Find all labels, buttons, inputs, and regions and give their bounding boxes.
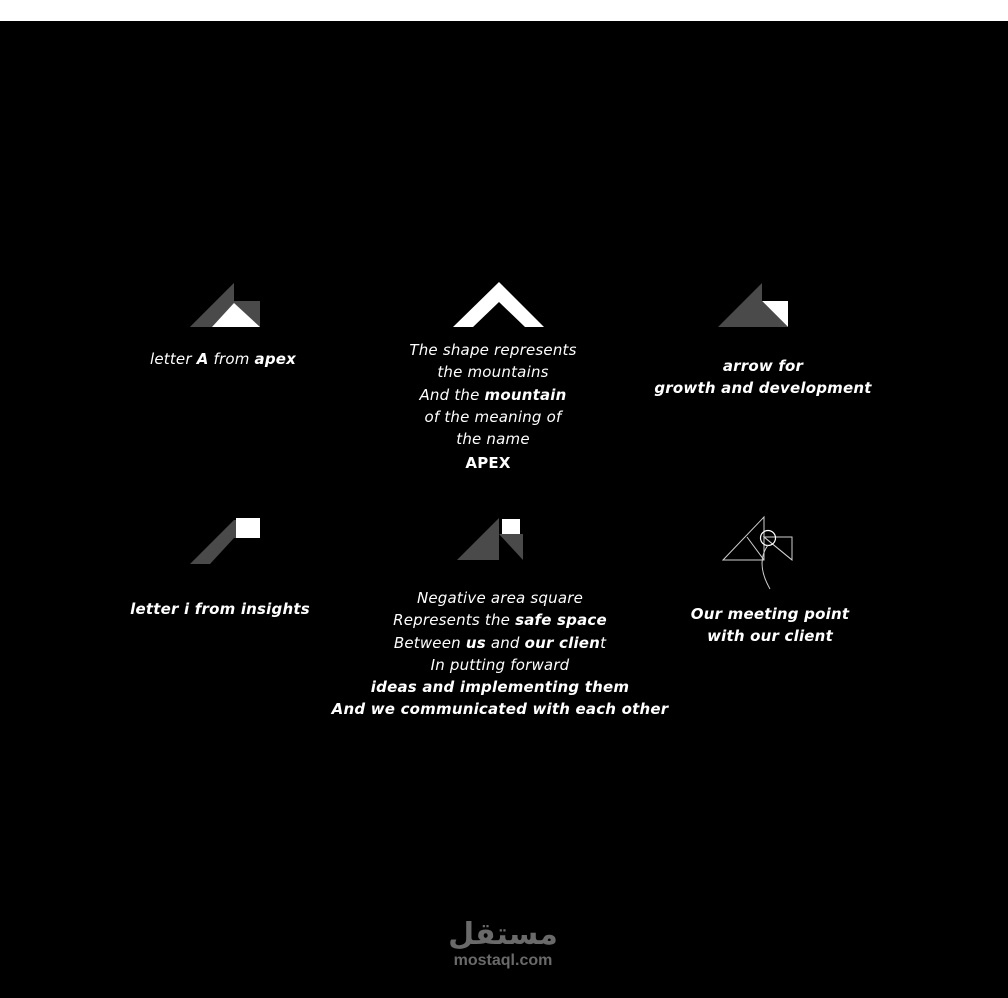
- caption-run: ideas and implementing them: [370, 678, 630, 697]
- mostaql-watermark: [428, 918, 578, 970]
- caption-growth-arrow: [633, 355, 893, 400]
- letter-i-mark-icon: [190, 516, 262, 566]
- caption-line: [633, 377, 893, 399]
- caption-line: [378, 406, 608, 428]
- caption-line: [660, 625, 880, 647]
- caption-run: A: [196, 350, 209, 368]
- caption-line: [633, 355, 893, 377]
- negative-square-mark-icon: [457, 516, 527, 566]
- caption-line: [378, 361, 608, 383]
- caption-line: [320, 698, 680, 720]
- caption-negative-square: [320, 587, 680, 721]
- caption-run: The shape represents: [409, 341, 577, 359]
- caption-run: us: [465, 633, 486, 652]
- caption-run: Represents the: [393, 611, 516, 630]
- caption-run: letter: [149, 350, 197, 368]
- caption-line: [110, 598, 330, 620]
- caption-run: Our meeting point: [690, 605, 850, 623]
- caption-line: [378, 428, 608, 450]
- caption-run: And we communicated with each other: [331, 700, 669, 719]
- mountain-chevron-icon: [453, 281, 545, 329]
- growth-arrow-icon: [718, 281, 790, 329]
- caption-line: [320, 632, 680, 654]
- caption-line: [378, 384, 608, 406]
- presentation-panel: [0, 21, 1008, 998]
- meeting-point-outline-icon: [720, 513, 800, 593]
- caption-run: apex: [254, 350, 297, 368]
- caption-run: mountain: [484, 385, 567, 404]
- caption-line: [320, 587, 680, 609]
- caption-run: Negative area square: [416, 589, 584, 607]
- caption-run: t: [600, 633, 607, 652]
- caption-line: [378, 339, 608, 361]
- caption-line: [660, 603, 880, 625]
- caption-run: with our client: [707, 627, 833, 646]
- caption-line: [320, 676, 680, 698]
- caption-letter-i: [110, 598, 330, 620]
- caption-run: from: [208, 350, 255, 368]
- caption-run: arrow for: [722, 357, 804, 375]
- caption-line: [320, 609, 680, 631]
- caption-run: of the meaning of: [424, 407, 562, 426]
- caption-run: safe space: [515, 611, 607, 630]
- watermark-arabic: مستقل: [448, 917, 558, 952]
- apex-name: APEX: [465, 454, 511, 472]
- caption-run: our clien: [524, 633, 601, 652]
- watermark-latin: mostaql.com: [453, 952, 553, 969]
- letter-a-mark-icon: [190, 281, 262, 329]
- caption-mountain: [378, 339, 608, 450]
- caption-run: the name: [456, 430, 530, 449]
- caption-run: letter i from insights: [130, 600, 310, 618]
- caption-run: and: [485, 633, 525, 652]
- caption-run: In putting forward: [430, 655, 570, 674]
- caption-meeting-point: [660, 603, 880, 648]
- caption-run: the mountains: [437, 363, 549, 382]
- caption-run: And the: [419, 385, 485, 404]
- caption-line: [123, 348, 323, 370]
- caption-line: [320, 654, 680, 676]
- caption-run: Between: [393, 633, 466, 652]
- caption-letter-a: [123, 348, 323, 370]
- caption-run: growth and development: [654, 379, 872, 398]
